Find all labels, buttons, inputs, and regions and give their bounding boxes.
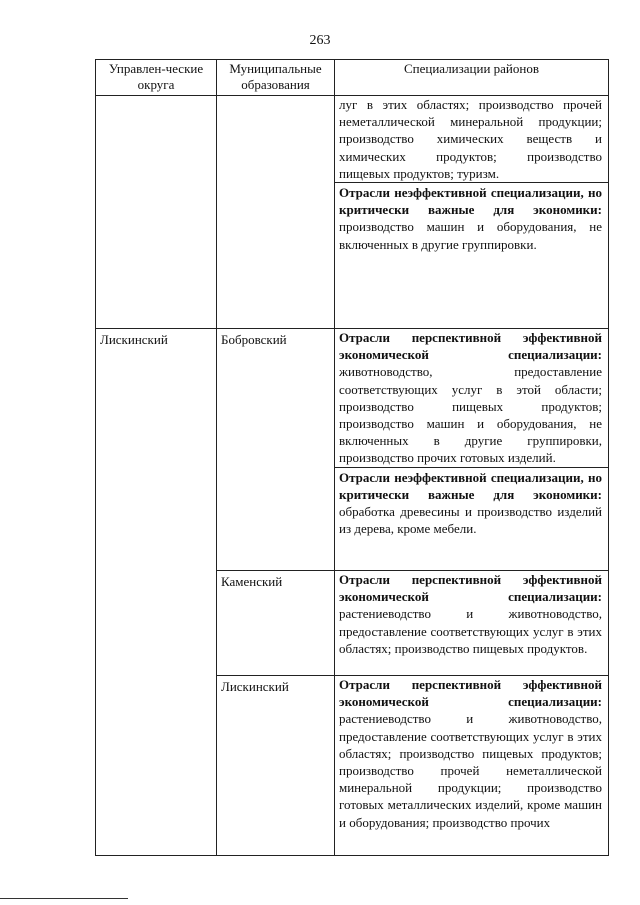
municipality-cell: Каменский (217, 571, 335, 676)
municipality-cell: Бобровский (217, 329, 335, 571)
specialization-table (95, 59, 609, 856)
critical-heading: Отрасли неэффективной специализации, но критически важные для экономики: (339, 185, 602, 218)
perspective-text: животноводство, предоставление соответствующих услуг в этой области; производство пищевых продуктов; производство машин и оборудования, не включенных в другие группировки, производство прочих готовых изделий. (339, 364, 602, 466)
table-header-row (96, 60, 609, 96)
critical-heading: Отрасли неэффективной специализации, но критически важные для экономики: (339, 469, 602, 502)
specialization-cell (335, 96, 609, 329)
perspective-text: растениеводство и животноводство, предоставление соответствующих услуг в этих областях; производство пищевых продуктов; производство прочей неметаллической минеральной продукции; производство готовых металлических изделий, кроме машин и оборудования; производство прочих (339, 711, 602, 830)
perspective-text: растениеводство и животноводство, предоставление соответствующих услуг в этих областях; производство пищевых продуктов. (339, 606, 602, 656)
critical-block (335, 182, 608, 253)
specialization-cell (335, 329, 609, 571)
district-cell: Лискинский (96, 329, 217, 856)
header-municipality: Муниципальные образования (217, 60, 335, 96)
footnote-rule (0, 898, 128, 899)
municipality-cell: Лискинский (217, 676, 335, 856)
perspective-heading: Отрасли перспективной эффективной экономической специализации: (339, 330, 602, 363)
critical-block (335, 467, 608, 538)
specialization-cell (335, 676, 609, 856)
critical-text: обработка древесины и производство изделий из дерева, кроме мебели. (339, 504, 602, 537)
perspective-heading: Отрасли перспективной эффективной экономической специализации: (339, 677, 602, 710)
perspective-block (335, 676, 608, 831)
continuation-text: луг в этих областях; производство прочей неметаллической минеральной продукции; производство химических веществ и химических продуктов; производство пищевых продуктов; туризм. (339, 97, 602, 181)
specialization-cell (335, 571, 609, 676)
table-row (96, 329, 609, 571)
perspective-block (335, 329, 608, 467)
header-district: Управлен-ческие округа (96, 60, 217, 96)
district-cell-empty (96, 96, 217, 329)
page-number: 263 (309, 33, 331, 48)
perspective-block (335, 571, 608, 657)
table-row (96, 96, 609, 329)
critical-text: производство машин и оборудования, не включенных в другие группировки. (339, 219, 602, 252)
perspective-heading: Отрасли перспективной эффективной экономической специализации: (339, 572, 602, 605)
municipality-cell-empty (217, 96, 335, 329)
header-specialization: Специализации районов (335, 60, 609, 96)
